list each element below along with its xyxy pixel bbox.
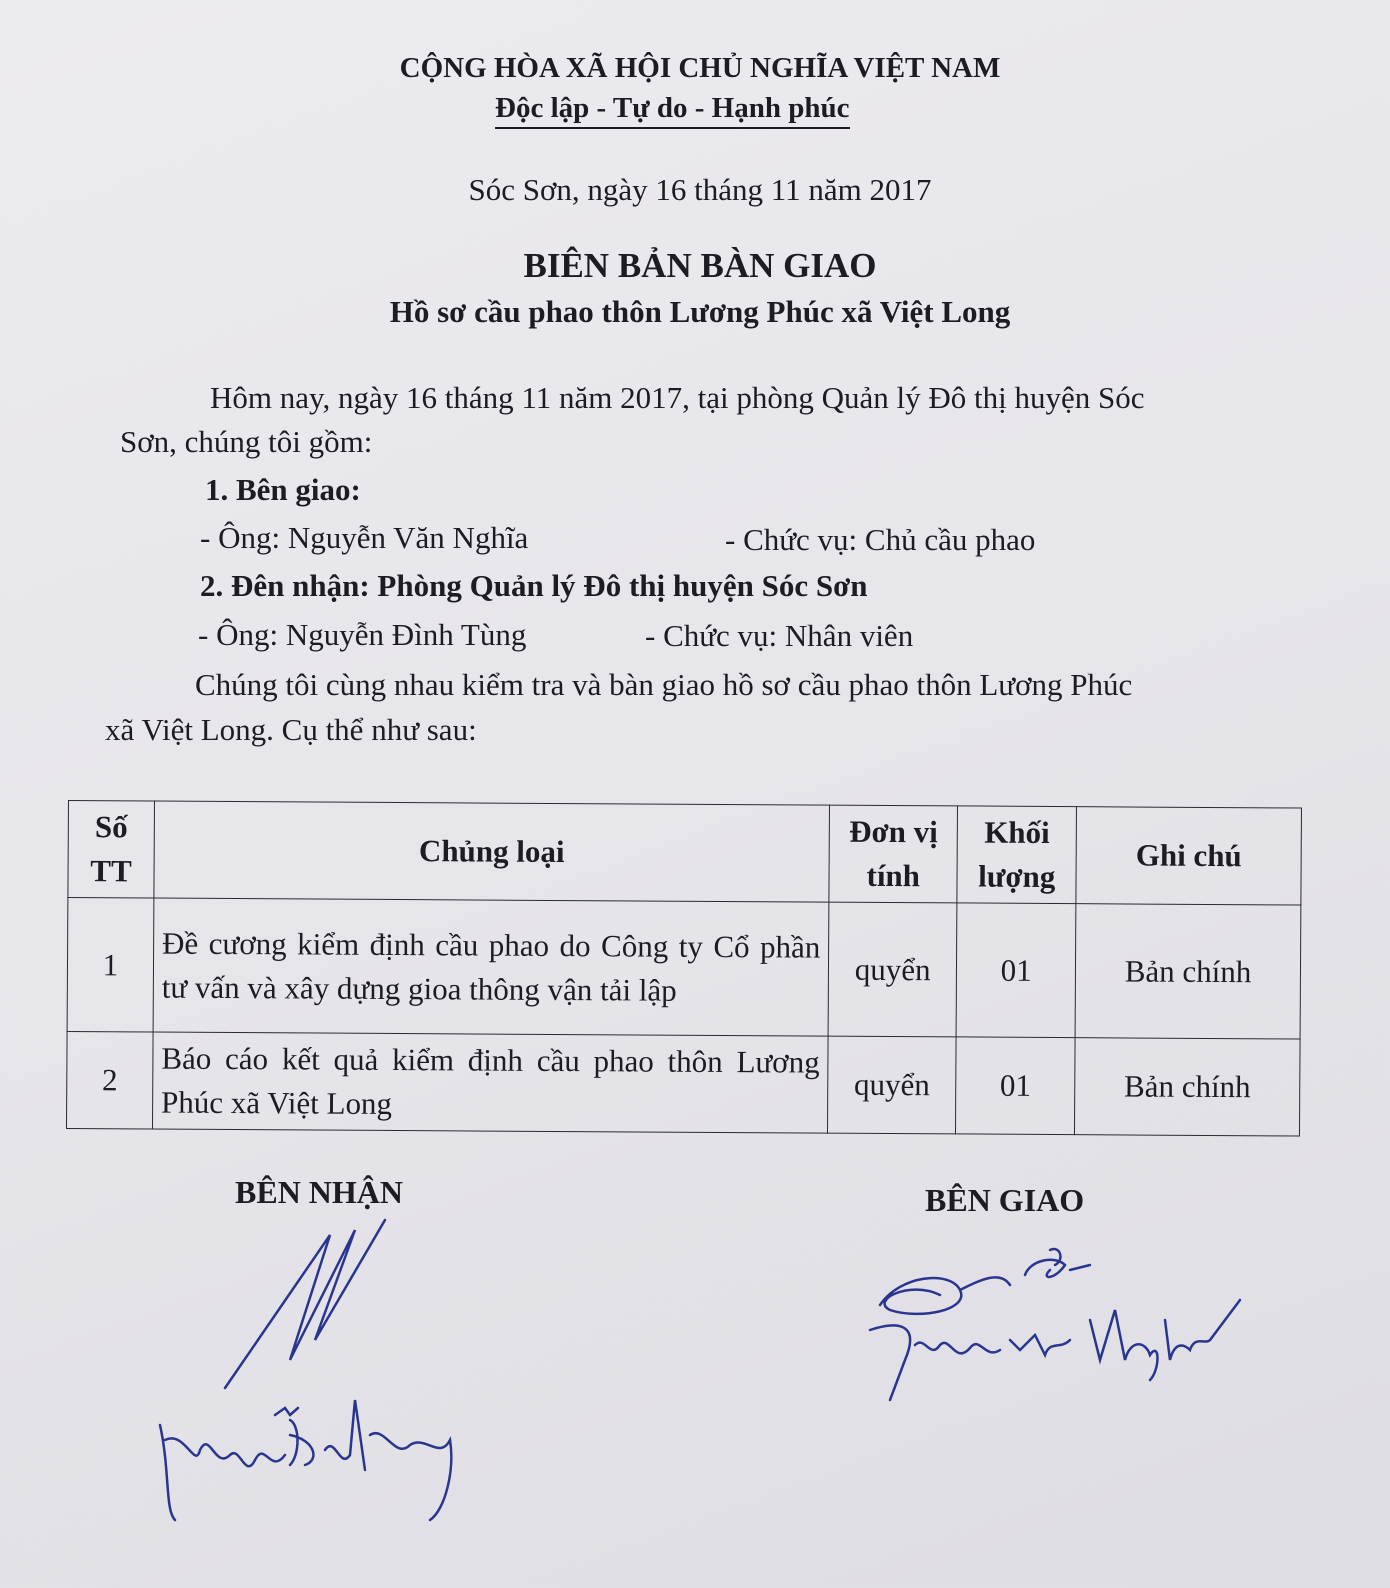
header-qty: Khối lượng <box>957 806 1077 904</box>
intro-line-2: Sơn, chúng tôi gồm: <box>120 424 373 459</box>
cell-stt: 1 <box>67 898 154 1033</box>
cell-note: Bản chính <box>1075 904 1301 1039</box>
header-unit: Đơn vị tính <box>829 805 958 903</box>
document-subtitle: Hồ sơ cầu phao thôn Lương Phúc xã Việt Long <box>389 294 1011 329</box>
header-item: Chủng loại <box>154 801 830 902</box>
giver-label: BÊN GIAO <box>925 1182 1085 1218</box>
document-title: BIÊN BẢN BÀN GIAO <box>523 246 877 285</box>
table-header-row <box>68 801 1302 906</box>
place-date: Sóc Sơn, ngày 16 tháng 11 năm 2017 <box>468 172 932 207</box>
party2-person: - Ông: Nguyễn Đình Tùng <box>198 617 527 652</box>
cell-unit: quyển <box>828 902 957 1037</box>
header-stt: Số TT <box>68 801 155 899</box>
intro-line-1: Hôm nay, ngày 16 tháng 11 năm 2017, tại phòng Quản lý Đô thị huyện Sóc <box>210 380 1145 415</box>
giver-signature <box>860 1240 1260 1420</box>
party2-heading: 2. Đên nhận: Phòng Quản lý Đô thị huyện Sóc Sơn <box>200 568 868 603</box>
nation-heading: CỘNG HÒA XÃ HỘI CHỦ NGHĨA VIỆT NAM <box>399 52 1001 84</box>
cell-stt: 2 <box>66 1031 153 1129</box>
receiver-label: BÊN NHẬN <box>235 1174 404 1210</box>
cell-item: Báo cáo kết quả kiểm định cầu phao thôn Lương Phúc xã Việt Long <box>152 1032 828 1133</box>
statement-line-1: Chúng tôi cùng nhau kiểm tra và bàn giao hồ sơ cầu phao thôn Lương Phúc <box>195 667 1133 702</box>
cell-qty: 01 <box>956 1037 1076 1135</box>
header-note: Ghi chú <box>1076 807 1301 905</box>
cell-qty: 01 <box>956 903 1076 1038</box>
motto: Độc lập - Tự do - Hạnh phúc <box>495 92 850 129</box>
party1-position: - Chức vụ: Chủ cầu phao <box>725 522 1036 557</box>
receiver-signature <box>140 1210 480 1550</box>
party1-person: - Ông: Nguyễn Văn Nghĩa <box>200 520 529 555</box>
cell-unit: quyển <box>828 1036 957 1134</box>
party2-position: - Chức vụ: Nhân viên <box>645 618 914 653</box>
cell-item: Đề cương kiểm định cầu phao do Công ty Cổ phần tư vấn và xây dựng gioa thông vận tải lập <box>153 898 829 1036</box>
table-row <box>66 1031 1300 1136</box>
cell-note: Bản chính <box>1075 1038 1300 1136</box>
table-row <box>67 898 1301 1040</box>
statement-line-2: xã Việt Long. Cụ thể như sau: <box>105 712 477 747</box>
party1-heading: 1. Bên giao: <box>205 472 361 507</box>
handover-table <box>66 800 1302 1137</box>
